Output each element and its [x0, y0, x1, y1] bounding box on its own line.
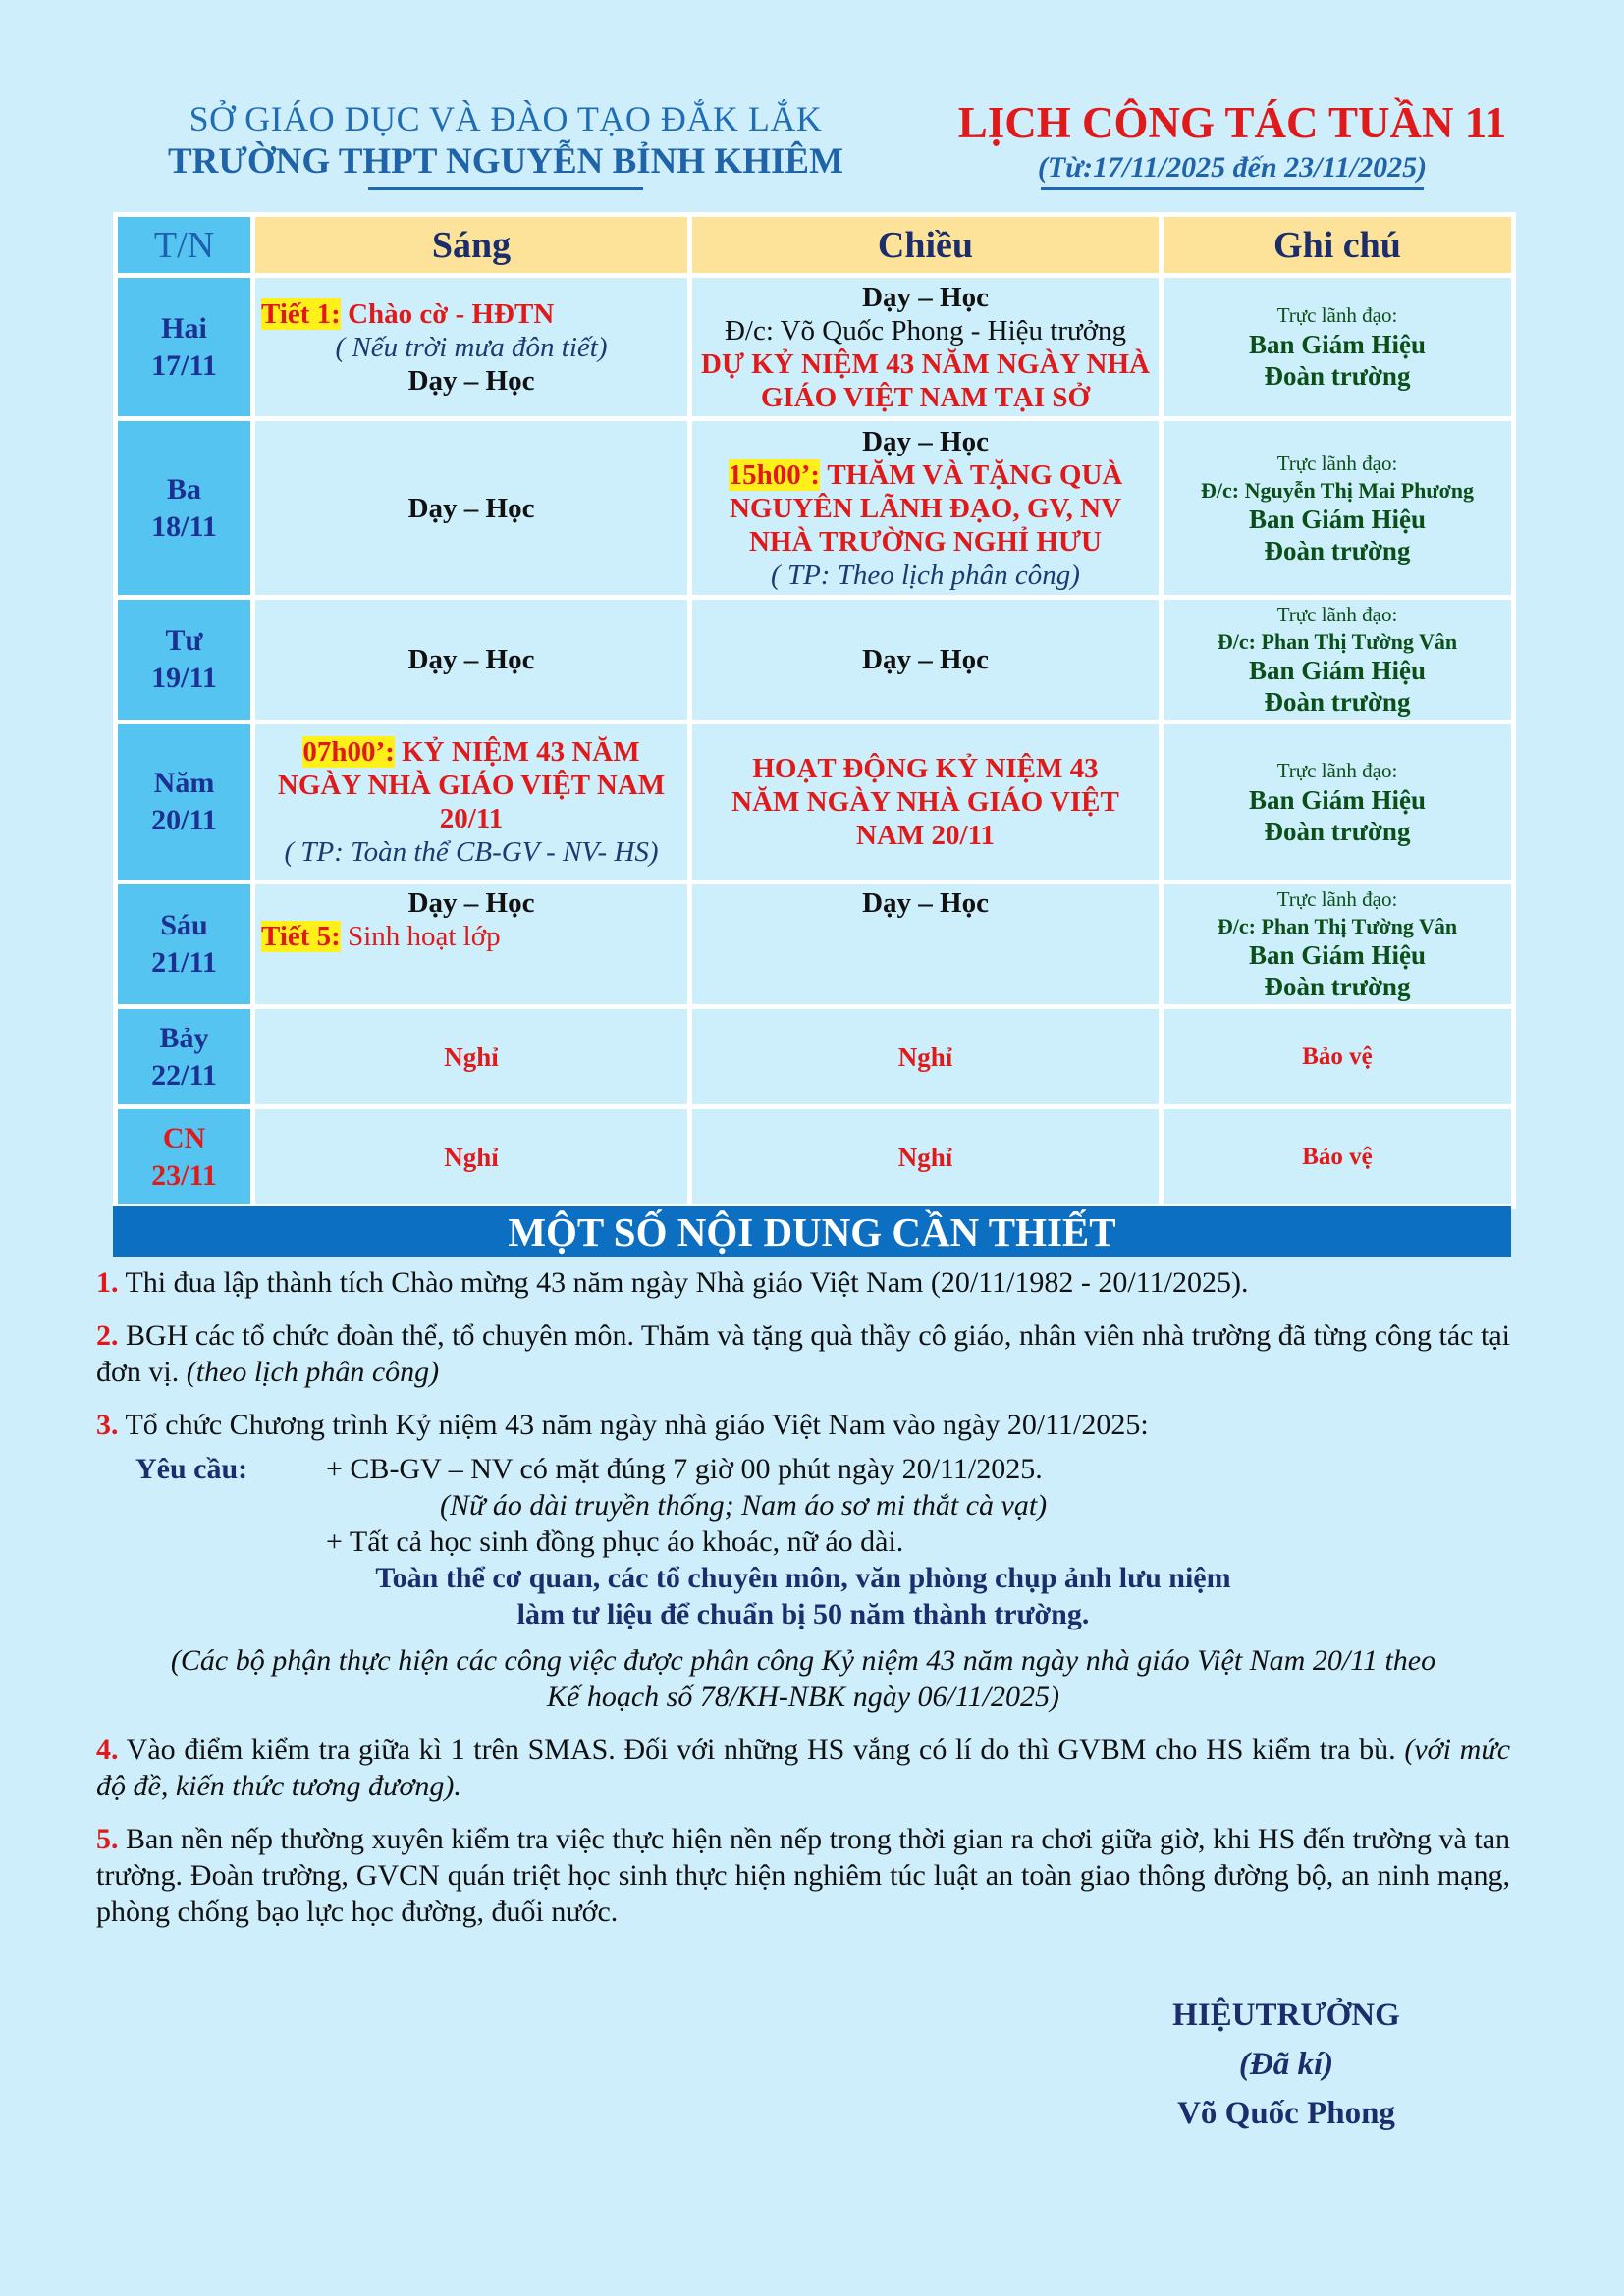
- notes-section: [96, 1264, 1510, 1947]
- table-row: [116, 419, 1514, 598]
- morning-activity: Dạy – Học: [407, 644, 535, 675]
- requirements-block: [96, 1451, 1510, 1560]
- item-italic-note: (theo lịch phân công): [186, 1356, 440, 1388]
- day-name: Bảy: [159, 1021, 209, 1054]
- morning-cell: [253, 419, 690, 598]
- signer-name: Võ Quốc Phong: [1177, 2096, 1395, 2131]
- table-row: [116, 722, 1514, 882]
- duty-line-2: Đoàn trường: [1264, 361, 1411, 391]
- requirements-lines: [293, 1451, 1510, 1560]
- item-number: 2.: [96, 1319, 119, 1352]
- item-number: 4.: [96, 1734, 119, 1766]
- period-tag: Tiết 1:: [261, 297, 341, 330]
- plan-note-line-1: (Các bộ phận thực hiện các công việc được phân công Kỷ niệm 43 năm ngày nhà giáo Việt Nam 20/11 theo: [170, 1644, 1436, 1677]
- signed-status: (Đã kí): [1238, 2047, 1334, 2082]
- requirement-1-note: (Nữ áo dài truyền thống; Nam áo sơ mi thắt cà vạt): [440, 1489, 1048, 1522]
- duty-label: Trực lãnh đạo:: [1276, 451, 1398, 475]
- afternoon-cell: [690, 419, 1162, 598]
- morning-cell: [253, 598, 690, 722]
- table-row: [116, 1007, 1514, 1107]
- day-cell: [116, 276, 253, 419]
- department-name: SỞ GIÁO DỤC VÀ ĐÀO TẠO ĐẮK LẮK: [189, 99, 823, 138]
- day-cell: [116, 882, 253, 1007]
- duty-line-2: Đoàn trường: [1264, 687, 1411, 717]
- afternoon-person: Đ/c: Võ Quốc Phong - Hiệu trưởng: [724, 314, 1127, 347]
- afternoon-activity: Nghỉ: [897, 1041, 953, 1072]
- day-date: 18/11: [151, 509, 217, 543]
- school-underline: [368, 187, 643, 190]
- morning-cell: [253, 1107, 690, 1207]
- duty-person: Đ/c: Phan Thị Tường Vân: [1217, 914, 1458, 938]
- day-cell: [116, 722, 253, 882]
- afternoon-event: DỰ KỶ NIỆM 43 NĂM NGÀY NHÀ GIÁO VIỆT NAM TẠI SỞ: [701, 347, 1150, 413]
- afternoon-cell: [690, 598, 1162, 722]
- week-title-block: [938, 94, 1527, 190]
- table-row: [116, 1107, 1514, 1207]
- morning-note: ( Nếu trời mưa đôn tiết): [335, 331, 608, 363]
- morning-cell: [253, 276, 690, 419]
- duty-person: Đ/c: Nguyễn Thị Mai Phương: [1200, 477, 1474, 503]
- duty-line-1: Ban Giám Hiệu: [1248, 504, 1427, 534]
- note-cell: [1162, 882, 1514, 1007]
- morning-activity: Dạy – Học: [407, 364, 535, 397]
- duty-person: Đ/c: Phan Thị Tường Vân: [1217, 629, 1458, 654]
- signature-block: [1129, 1991, 1443, 2138]
- afternoon-activity: Nghỉ: [897, 1142, 953, 1172]
- morning-activity: Dạy – Học: [407, 887, 535, 919]
- afternoon-event: THĂM VÀ TẶNG QUÀ NGUYÊN LÃNH ĐẠO, GV, NV NHÀ TRƯỜNG NGHỈ HƯU: [729, 458, 1123, 558]
- afternoon-activity: Dạy – Học: [862, 425, 989, 457]
- item-number: 1.: [96, 1266, 119, 1299]
- requirement-1: + CB-GV – NV có mặt đúng 7 giờ 00 phút ngày 20/11/2025.: [326, 1453, 1043, 1485]
- item-text: Tổ chức Chương trình Kỷ niệm 43 năm ngày nhà giáo Việt Nam vào ngày 20/11/2025:: [125, 1409, 1149, 1441]
- note-cell: [1162, 419, 1514, 598]
- duty-line-2: Đoàn trường: [1264, 816, 1411, 846]
- time-tag: 07h00’:: [302, 736, 395, 768]
- note-cell: [1162, 276, 1514, 419]
- duty-line-1: Ban Giám Hiệu: [1248, 940, 1427, 970]
- header-afternoon: Chiều: [690, 215, 1162, 276]
- school-name: TRƯỜNG THPT NGUYỄN BỈNH KHIÊM: [167, 141, 843, 182]
- table-header-row: [116, 215, 1514, 276]
- table-row: [116, 598, 1514, 722]
- plan-note-line-2: Kế hoạch số 78/KH-NBK ngày 06/11/2025): [547, 1681, 1059, 1713]
- period-tag: Tiết 5:: [261, 921, 341, 952]
- note-cell: [1162, 1007, 1514, 1107]
- day-name: Sáu: [160, 909, 208, 941]
- morning-event: KỶ NIỆM 43 NĂM NGÀY NHÀ GIÁO VIỆT NAM 20/11: [277, 736, 666, 834]
- requirements-label: Yêu cầu:: [135, 1453, 248, 1485]
- afternoon-cell: [690, 1007, 1162, 1107]
- morning-cell: [253, 722, 690, 882]
- table-row: [116, 882, 1514, 1007]
- list-item: [96, 1407, 1510, 1443]
- item-text: BGH các tổ chức đoàn thể, tổ chuyên môn. Thăm và tặng quà thầy cô giáo, nhân viên nhà trường đã từng công tác tại đơn vị.: [96, 1319, 1510, 1388]
- afternoon-activity: Dạy – Học: [862, 281, 989, 313]
- list-item: [96, 1821, 1510, 1930]
- photo-note-line-1: Toàn thể cơ quan, các tổ chuyên môn, văn phòng chụp ảnh lưu niệm: [375, 1562, 1231, 1594]
- day-cell: [116, 1107, 253, 1207]
- duty-label: Trực lãnh đạo:: [1276, 603, 1398, 626]
- afternoon-activity: Dạy – Học: [862, 887, 989, 919]
- note-cell: [1162, 598, 1514, 722]
- item-italic-note: (với mức độ đề, kiến thức tương đương).: [96, 1734, 1511, 1802]
- schedule-table: [113, 212, 1516, 1209]
- afternoon-activity: Dạy – Học: [862, 644, 989, 675]
- day-name: Hai: [161, 311, 207, 345]
- item-number: 5.: [96, 1823, 119, 1855]
- day-name: CN: [162, 1121, 206, 1154]
- note-cell: [1162, 1107, 1514, 1207]
- list-item: [96, 1317, 1510, 1390]
- day-date: 21/11: [151, 946, 217, 979]
- day-name: Tư: [165, 624, 203, 657]
- day-cell: [116, 419, 253, 598]
- morning-activity: Nghỉ: [444, 1142, 499, 1172]
- school-block: [147, 96, 864, 190]
- requirement-2: + Tất cả học sinh đồng phục áo khoác, nữ áo dài.: [326, 1525, 904, 1558]
- list-item: [96, 1732, 1510, 1804]
- day-date: 20/11: [151, 804, 217, 836]
- day-date: 19/11: [151, 662, 217, 694]
- day-date: 17/11: [151, 348, 217, 382]
- afternoon-cell: [690, 276, 1162, 419]
- note-guard: Bảo vệ: [1302, 1144, 1373, 1170]
- duty-line-2: Đoàn trường: [1264, 972, 1411, 1001]
- day-name: Ba: [166, 472, 201, 506]
- header-day: T/N: [116, 215, 253, 276]
- header-note: Ghi chú: [1162, 215, 1514, 276]
- section-banner: MỘT SỐ NỘI DUNG CẦN THIẾT: [113, 1206, 1511, 1257]
- document-header: [0, 0, 1624, 211]
- time-tag: 15h00’:: [728, 458, 821, 491]
- photo-note-line-2: làm tư liệu để chuẩn bị 50 năm thành trường.: [516, 1598, 1090, 1630]
- item-text: Vào điểm kiểm tra giữa kì 1 trên SMAS. Đối với những HS vắng có lí do thì GVBM cho HS kiểm tra bù.: [126, 1734, 1396, 1766]
- morning-event: Chào cờ - HĐTN: [348, 297, 555, 330]
- duty-label: Trực lãnh đạo:: [1276, 758, 1398, 782]
- morning-activity: Nghỉ: [444, 1041, 499, 1072]
- duty-label: Trực lãnh đạo:: [1276, 303, 1398, 327]
- duty-line-1: Ban Giám Hiệu: [1248, 784, 1427, 815]
- duty-line-2: Đoàn trường: [1264, 535, 1411, 565]
- item-text: Ban nền nếp thường xuyên kiểm tra việc thực hiện nền nếp trong thời gian ra chơi giữa giờ, khi HS đến trường và tan trường. Đoàn trường, GVCN quán triệt học sinh thực hiện nghiêm túc luật an toàn giao thông đường bộ, an ninh mạng, phòng chống bạo lực học đường, đuối nước.: [96, 1823, 1511, 1928]
- afternoon-event: HOẠT ĐỘNG KỶ NIỆM 43 NĂM NGÀY NHÀ GIÁO VIỆT NAM 20/11: [731, 753, 1119, 851]
- duty-line-1: Ban Giám Hiệu: [1248, 330, 1427, 359]
- table-row: [116, 276, 1514, 419]
- item-number: 3.: [96, 1409, 119, 1441]
- morning-cell: [253, 882, 690, 1007]
- morning-activity: Dạy – Học: [407, 492, 535, 524]
- afternoon-note: ( TP: Theo lịch phân công): [771, 559, 1080, 591]
- note-cell: [1162, 722, 1514, 882]
- day-date: 22/11: [151, 1058, 217, 1092]
- morning-note: ( TP: Toàn thể CB-GV - NV- HS): [284, 836, 659, 868]
- item-text: Thi đua lập thành tích Chào mừng 43 năm ngày Nhà giáo Việt Nam (20/11/1982 - 20/11/2025).: [125, 1266, 1249, 1299]
- afternoon-cell: [690, 1107, 1162, 1207]
- date-underline: [1041, 187, 1424, 190]
- duty-label: Trực lãnh đạo:: [1276, 887, 1398, 911]
- afternoon-cell: [690, 882, 1162, 1007]
- note-guard: Bảo vệ: [1302, 1043, 1373, 1070]
- morning-event: Sinh hoạt lớp: [348, 921, 501, 952]
- afternoon-cell: [690, 722, 1162, 882]
- page-title: LỊCH CÔNG TÁC TUẦN 11: [957, 98, 1507, 147]
- date-range: (Từ:17/11/2025 đến 23/11/2025): [1037, 151, 1428, 184]
- list-item: [96, 1264, 1510, 1301]
- day-name: Năm: [153, 767, 215, 799]
- header-morning: Sáng: [253, 215, 690, 276]
- morning-cell: [253, 1007, 690, 1107]
- day-date: 23/11: [151, 1158, 217, 1192]
- day-cell: [116, 598, 253, 722]
- duty-line-1: Ban Giám Hiệu: [1248, 656, 1427, 685]
- signer-role: HIỆUTRƯỞNG: [1172, 1998, 1400, 2033]
- day-cell: [116, 1007, 253, 1107]
